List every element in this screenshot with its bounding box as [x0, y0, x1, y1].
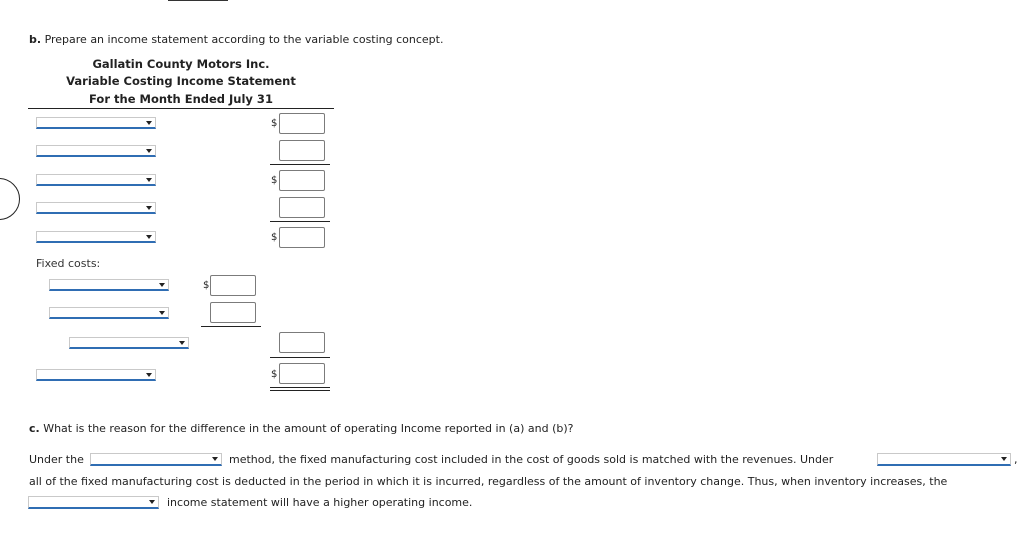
- answer-text-line-3: income statement will have a higher operating income.: [167, 496, 473, 509]
- question-c: [29, 422, 573, 435]
- page-nav-circle[interactable]: [0, 178, 20, 220]
- double-rule-bottom: [270, 390, 330, 391]
- dollar-sign: $: [271, 369, 278, 380]
- total-fixed-costs-dropdown[interactable]: [69, 337, 189, 349]
- fixed-cost-dropdown-1[interactable]: [49, 279, 169, 291]
- chevron-down-icon: [149, 500, 155, 504]
- fixed-amount-input-1[interactable]: [210, 275, 256, 296]
- answer-text-line-2: all of the fixed manufacturing cost is deducted in the period in which it is incurred, regardless of the amount of inventory change. Thus, when inventory increases, the: [29, 475, 948, 488]
- answer-text-comma: ,: [1014, 453, 1018, 466]
- amount-input-2[interactable]: [279, 140, 325, 161]
- line-item-dropdown-3[interactable]: [36, 174, 156, 186]
- subtotal-rule: [270, 357, 330, 358]
- chevron-down-icon: [146, 178, 152, 182]
- subtotal-rule: [270, 221, 330, 222]
- dollar-sign: $: [271, 118, 278, 129]
- costing-method-dropdown-3[interactable]: [28, 496, 159, 509]
- header-rule: [28, 108, 334, 109]
- amount-input-4[interactable]: [279, 197, 325, 218]
- line-item-dropdown-5[interactable]: [36, 231, 156, 243]
- answer-text-method: method, the fixed manufacturing cost included in the cost of goods sold is matched with the revenues. Under: [229, 453, 834, 466]
- question-b: [29, 33, 443, 46]
- chevron-down-icon: [1001, 457, 1007, 461]
- line-item-dropdown-4[interactable]: [36, 202, 156, 214]
- question-b-prompt: Prepare an income statement according to the variable costing concept.: [44, 33, 444, 46]
- subtotal-rule: [201, 326, 261, 327]
- dollar-sign: $: [203, 280, 210, 291]
- amount-input-3[interactable]: [279, 170, 325, 191]
- operating-income-dropdown[interactable]: [36, 369, 156, 381]
- fixed-costs-label: Fixed costs:: [36, 257, 101, 270]
- subtotal-rule: [270, 164, 330, 165]
- chevron-down-icon: [146, 149, 152, 153]
- costing-method-dropdown-1[interactable]: [90, 453, 222, 466]
- statement-period: For the Month Ended July 31: [89, 92, 273, 106]
- total-fixed-amount-input[interactable]: [279, 332, 325, 353]
- statement-title: Variable Costing Income Statement: [66, 74, 296, 88]
- question-c-letter: c.: [29, 422, 40, 435]
- question-b-letter: b.: [29, 33, 42, 46]
- chevron-down-icon: [159, 311, 165, 315]
- chevron-down-icon: [146, 235, 152, 239]
- chevron-down-icon: [146, 206, 152, 210]
- operating-income-input[interactable]: [279, 363, 325, 384]
- chevron-down-icon: [179, 341, 185, 345]
- amount-input-5[interactable]: [279, 227, 325, 248]
- chevron-down-icon: [212, 457, 218, 461]
- dollar-sign: $: [271, 232, 278, 243]
- line-item-dropdown-1[interactable]: [36, 117, 156, 129]
- costing-method-dropdown-2[interactable]: [877, 453, 1011, 466]
- top-divider: [168, 0, 228, 1]
- question-c-prompt: What is the reason for the difference in the amount of operating Income reported in (a) and (b)?: [43, 422, 574, 435]
- fixed-cost-dropdown-2[interactable]: [49, 307, 169, 319]
- chevron-down-icon: [159, 283, 165, 287]
- fixed-amount-input-2[interactable]: [210, 302, 256, 323]
- line-item-dropdown-2[interactable]: [36, 145, 156, 157]
- dollar-sign: $: [271, 175, 278, 186]
- double-rule-top: [270, 387, 330, 388]
- chevron-down-icon: [146, 121, 152, 125]
- chevron-down-icon: [146, 373, 152, 377]
- amount-input-1[interactable]: [279, 113, 325, 134]
- company-name: Gallatin County Motors Inc.: [92, 57, 270, 71]
- answer-text-under-the: Under the: [29, 453, 84, 466]
